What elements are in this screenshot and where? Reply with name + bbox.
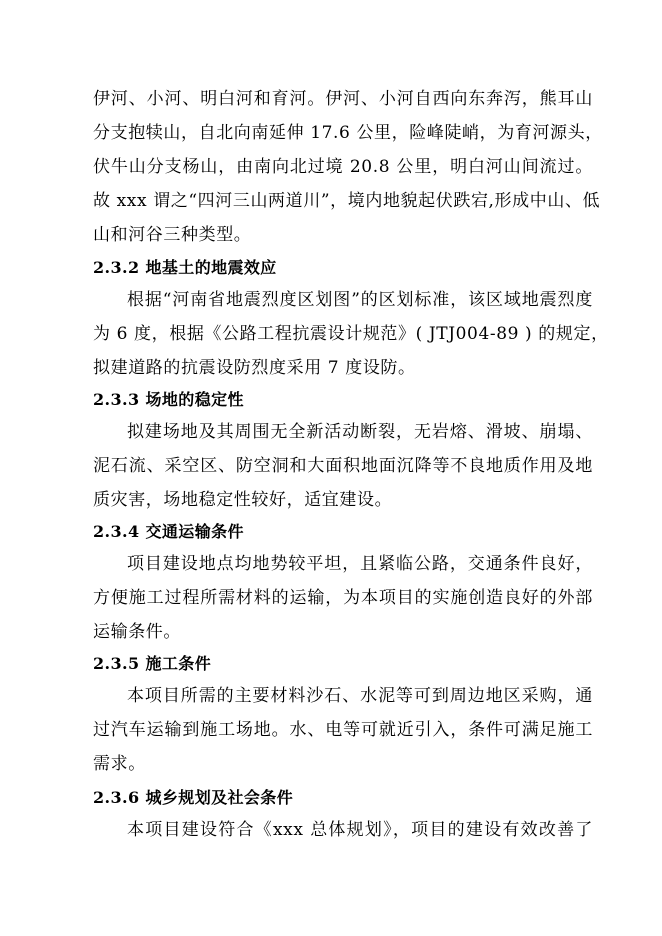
section-2-3-2-line-2: 为 6 度，根据《公路工程抗震设计规范》( JTJ004-89 ) 的规定，	[93, 324, 609, 344]
section-2-3-4-line-1: 项目建设地点均地势较平坦，且紧临公路，交通条件良好，	[127, 554, 593, 574]
section-2-3-5-line-3: 需求。	[93, 754, 146, 774]
section-2-3-3-line-3: 质灾害，场地稳定性较好，适宜建设。	[93, 490, 393, 510]
section-heading-2-3-3: 2.3.3 场地的稳定性	[93, 390, 244, 409]
section-heading-2-3-6: 2.3.6 城乡规划及社会条件	[93, 788, 294, 807]
section-heading-2-3-4: 2.3.4 交通运输条件	[93, 522, 244, 541]
section-2-3-6-line-1: 本项目建设符合《xxx 总体规划》，项目的建设有效改善了	[127, 820, 593, 840]
section-2-3-4-line-3: 运输条件。	[93, 622, 181, 642]
intro-line-2: 分支抱犊山，自北向南延伸 17.6 公里，险峰陡峭，为育河源头，	[93, 123, 603, 143]
section-2-3-3-line-1: 拟建场地及其周围无全新活动断裂，无岩熔、滑坡、崩塌、	[127, 422, 593, 442]
intro-line-1: 伊河、小河、明白河和育河。伊河、小河自西向东奔泻，熊耳山	[93, 89, 593, 109]
intro-line-4: 故 xxx 谓之“四河三山两道川”，境内地貌起伏跌宕,形成中山、低	[93, 191, 601, 211]
section-2-3-2-line-3: 拟建道路的抗震设防烈度采用 7 度设防。	[93, 358, 416, 378]
section-2-3-3-line-2: 泥石流、采空区、防空洞和大面积地面沉降等不良地质作用及地	[93, 456, 593, 476]
section-2-3-2-line-1: 根据“河南省地震烈度区划图”的区划标准，该区域地震烈度	[127, 290, 593, 310]
section-heading-2-3-2: 2.3.2 地基土的地震效应	[93, 258, 277, 277]
section-2-3-5-line-2: 过汽车运输到施工场地。水、电等可就近引入，条件可满足施工	[93, 720, 593, 740]
section-2-3-5-line-1: 本项目所需的主要材料沙石、水泥等可到周边地区采购，通	[127, 686, 593, 706]
section-heading-2-3-5: 2.3.5 施工条件	[93, 654, 212, 673]
section-2-3-4-line-2: 方便施工过程所需材料的运输，为本项目的实施创造良好的外部	[93, 588, 593, 608]
intro-line-3: 伏牛山分支杨山，由南向北过境 20.8 公里，明白河山间流过。	[93, 157, 593, 177]
intro-line-5: 山和河谷三种类型。	[93, 225, 252, 245]
